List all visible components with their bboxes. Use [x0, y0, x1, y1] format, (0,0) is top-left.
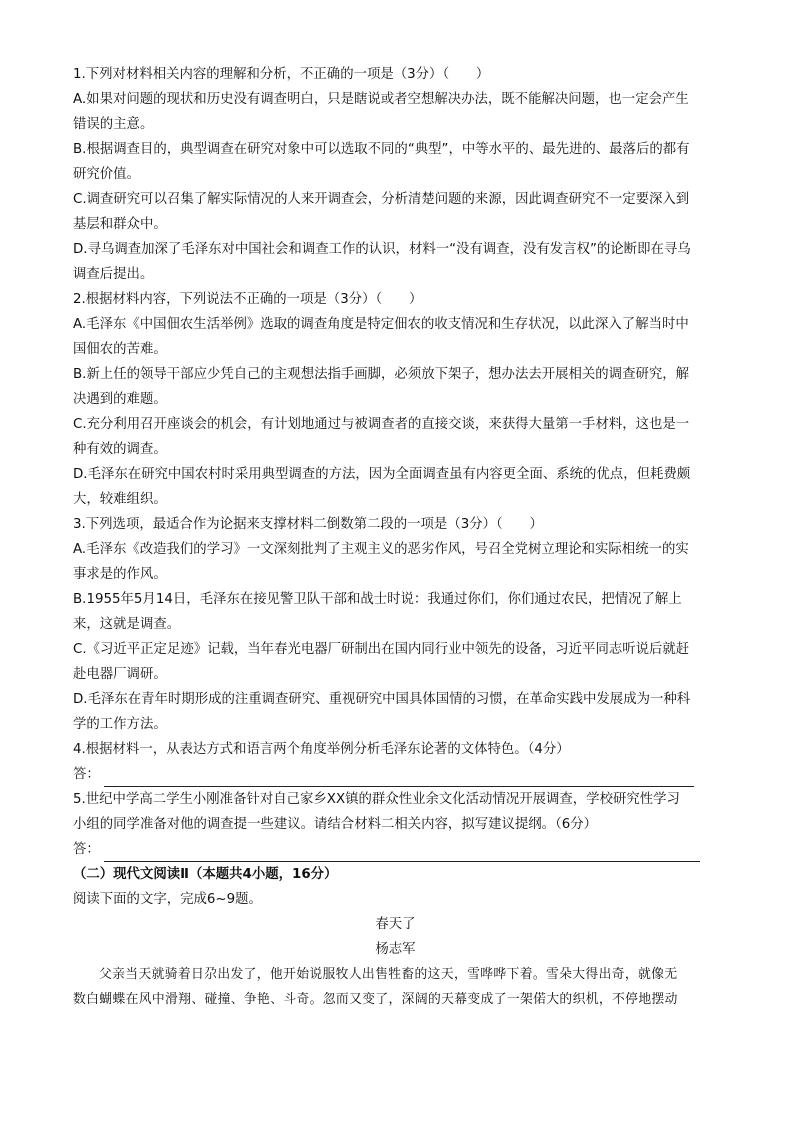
- question-1-option-b-cont: 研究价值。: [73, 167, 140, 182]
- question-3-option-c-cont: 赴电器厂调研。: [73, 667, 167, 682]
- question-4-stem: 4.根据材料一，从表达方式和语言两个角度举例分析毛泽东论著的文体特色。（4分）: [73, 742, 570, 757]
- question-1-option-c: C.调查研究可以召集了解实际情况的人来开调查会，分析清楚问题的来源，因此调查研究不一定要深入到: [73, 192, 690, 207]
- question-3-option-c: C.《习近平正定足迹》记载，当年春光电器厂研制出在国内同行业中领先的设备，习近平同志听说后就赶: [73, 642, 690, 657]
- story-paragraph-line-2: 数白蝴蝶在风中滑翔、碰撞、争艳、斗奇。忽而又变了，深阔的天幕变成了一架偌大的织机，不停地摆动: [73, 992, 678, 1007]
- section-2-instruction: 阅读下面的文字，完成6~9题。: [73, 892, 262, 907]
- question-4-answer-label: 答：: [73, 767, 100, 782]
- question-2-option-c-cont: 种有效的调查。: [73, 442, 167, 457]
- question-3-option-b: B.1955年5月14日，毛泽东在接见警卫队干部和战士时说：我通过你们，你们通过农民，把情况了解上: [73, 592, 682, 607]
- story-title: 春天了: [375, 917, 416, 932]
- question-2-option-a: A.毛泽东《中国佃农生活举例》选取的调查角度是特定佃农的收支情况和生存状况，以此深入了解当时中: [73, 317, 689, 332]
- question-1-option-b: B.根据调查目的，典型调查在研究对象中可以选取不同的“典型”，中等水平的、最先进的、最落后的都有: [73, 142, 690, 157]
- question-2-option-d: D.毛泽东在研究中国农村时采用典型调查的方法，因为全面调查虽有内容更全面、系统的优点，但耗费颇: [73, 467, 691, 482]
- question-5-stem: 5.世纪中学高二学生小刚准备针对自己家乡XX镇的群众性业余文化活动情况开展调查，学校研究性学习: [73, 792, 680, 807]
- question-2-option-c: C.充分利用召开座谈会的机会，有计划地通过与被调查者的直接交谈，来获得大量第一手材料，这也是一: [73, 417, 690, 432]
- question-3-option-b-cont: 来，这就是调查。: [73, 617, 181, 632]
- story-paragraph-line-1: 父亲当天就骑着日尕出发了，他开始说服牧人出售牲畜的这天，雪哗哗下着。雪朵大得出奇，就像无: [99, 967, 678, 982]
- question-1-option-a-cont: 错误的主意。: [73, 117, 154, 132]
- question-3-stem: 3.下列选项，最适合作为论据来支撑材料二倒数第二段的一项是（3分）（ ）: [73, 517, 543, 532]
- question-1-stem: 1.下列对材料相关内容的理解和分析，不正确的一项是（3分）（ ）: [73, 67, 490, 82]
- question-3-option-a: A.毛泽东《改造我们的学习》一文深刻批判了主观主义的恶劣作风，号召全党树立理论和实际相统一的实: [73, 542, 689, 557]
- question-3-option-a-cont: 事求是的作风。: [73, 567, 167, 582]
- question-3-option-d-cont: 学的工作方法。: [73, 717, 167, 732]
- question-2-option-a-cont: 国佃农的苦难。: [73, 342, 167, 357]
- question-2-option-b-cont: 决遇到的难题。: [73, 392, 167, 407]
- question-5-answer-blank[interactable]: [104, 844, 700, 862]
- question-3-option-d: D.毛泽东在青年时期形成的注重调查研究、重视研究中国具体国情的习惯，在革命实践中发展成为一种科: [73, 692, 691, 707]
- question-4-answer-line: [73, 762, 718, 787]
- question-4-answer-blank[interactable]: [104, 769, 694, 787]
- question-1-option-d: D.寻乌调查加深了毛泽东对中国社会和调查工作的认识，材料一“没有调查，没有发言权”的论断即在寻乌: [73, 242, 691, 257]
- question-5-stem-cont: 小组的同学准备对他的调查提一些建议。请结合材料二相关内容，拟写建议提纲。（6分）: [73, 817, 598, 832]
- question-2-option-b: B.新上任的领导干部应少凭自己的主观想法指手画脚，必须放下架子，想办法去开展相关的调查研究，解: [73, 367, 690, 382]
- question-1-option-d-cont: 调查后提出。: [73, 267, 154, 282]
- question-2-stem: 2.根据材料内容，下列说法不正确的一项是（3分）（ ）: [73, 292, 423, 307]
- section-2-heading: （二）现代文阅读Ⅱ（本题共4小题，16分）: [73, 867, 338, 882]
- story-author: 杨志军: [375, 942, 416, 957]
- question-5-answer-line: [73, 837, 718, 862]
- question-1-option-c-cont: 基层和群众中。: [73, 217, 167, 232]
- page-content: [73, 62, 718, 1012]
- question-2-option-d-cont: 大，较难组织。: [73, 492, 167, 507]
- question-5-answer-label: 答：: [73, 842, 100, 857]
- question-1-option-a: A.如果对问题的现状和历史没有调查明白，只是瞎说或者空想解决办法，既不能解决问题，也一定会产生: [73, 92, 689, 107]
